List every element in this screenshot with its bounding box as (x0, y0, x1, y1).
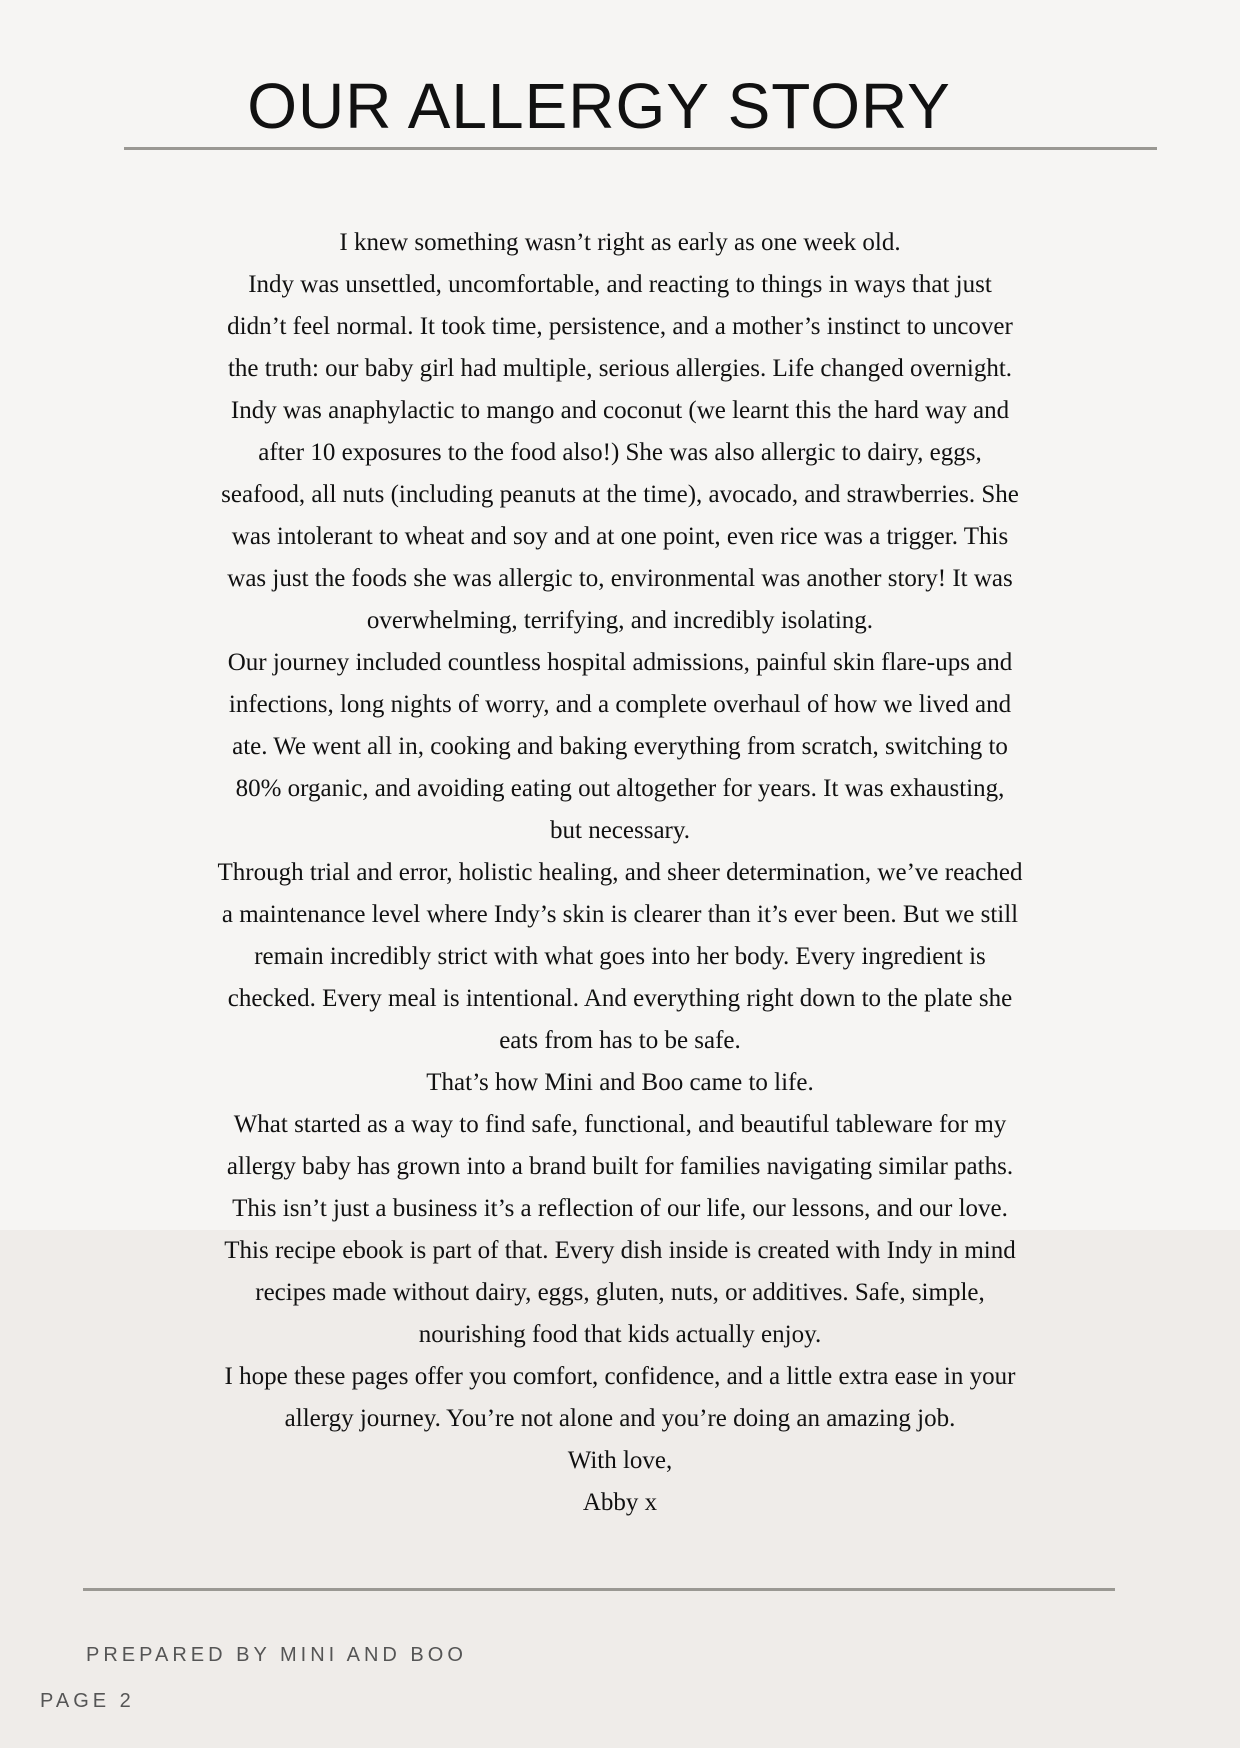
story-line: infections, long nights of worry, and a complete overhaul of how we lived and (228, 691, 1012, 718)
prepared-by-label: PREPARED BY MINI AND BOO (86, 1644, 467, 1666)
story-line: Our journey included countless hospital admissions, painful skin flare-ups and (227, 649, 1013, 676)
story-line: This recipe ebook is part of that. Every dish inside is created with Indy in mind (224, 1237, 1016, 1264)
story-line: remain incredibly strict with what goes into her body. Every ingredient is (254, 943, 986, 970)
story-line: recipes made without dairy, eggs, gluten, nuts, or additives. Safe, simple, (255, 1279, 985, 1306)
story-line: I hope these pages offer you comfort, confidence, and a little extra ease in your (224, 1363, 1016, 1390)
story-line: What started as a way to find safe, functional, and beautiful tableware for my (233, 1111, 1007, 1138)
story-line: seafood, all nuts (including peanuts at the time), avocado, and strawberries. She (221, 481, 1019, 508)
story-line: 80% organic, and avoiding eating out altogether for years. It was exhausting, (235, 775, 1005, 802)
story-line: overwhelming, terrifying, and incredibly isolating. (366, 607, 874, 634)
story-line: was intolerant to wheat and soy and at one point, even rice was a trigger. This (231, 523, 1009, 550)
title-divider (124, 147, 1157, 150)
story-line: didn’t feel normal. It took time, persistence, and a mother’s instinct to uncover (227, 313, 1013, 340)
story-line: a maintenance level where Indy’s skin is clearer than it’s ever been. But we still (221, 901, 1019, 928)
story-line: Abby x (582, 1489, 658, 1516)
story-line: nourishing food that kids actually enjoy. (418, 1321, 822, 1348)
story-line: checked. Every meal is intentional. And everything right down to the plate she (227, 985, 1013, 1012)
story-line: I knew something wasn’t right as early as one week old. (339, 229, 901, 256)
story-line: eats from has to be safe. (499, 1027, 741, 1054)
story-line: allergy baby has grown into a brand built for families navigating similar paths. (226, 1153, 1014, 1180)
story-line: was just the foods she was allergic to, environmental was another story! It was (227, 565, 1013, 592)
page-title: OUR ALLERGY STORY (247, 70, 951, 142)
story-line: ate. We went all in, cooking and baking everything from scratch, switching to (232, 733, 1008, 760)
story-line: allergy journey. You’re not alone and you’re doing an amazing job. (284, 1405, 956, 1432)
page-number: PAGE 2 (40, 1690, 135, 1712)
story-line: With love, (567, 1447, 673, 1474)
story-line: Through trial and error, holistic healing, and sheer determination, we’ve reached (217, 859, 1023, 886)
footer-divider (83, 1588, 1115, 1591)
story-line: but necessary. (550, 817, 690, 844)
story-line: That’s how Mini and Boo came to life. (426, 1069, 814, 1096)
story-line: Indy was unsettled, uncomfortable, and reacting to things in ways that just (248, 271, 992, 298)
story-line: Indy was anaphylactic to mango and coconut (we learnt this the hard way and (230, 397, 1010, 424)
story-body (0, 222, 1240, 1524)
story-line: the truth: our baby girl had multiple, serious allergies. Life changed overnight. (227, 355, 1013, 382)
story-line: after 10 exposures to the food also!) She was also allergic to dairy, eggs, (258, 439, 982, 466)
story-line: This isn’t just a business it’s a reflection of our life, our lessons, and our love. (232, 1195, 1008, 1222)
